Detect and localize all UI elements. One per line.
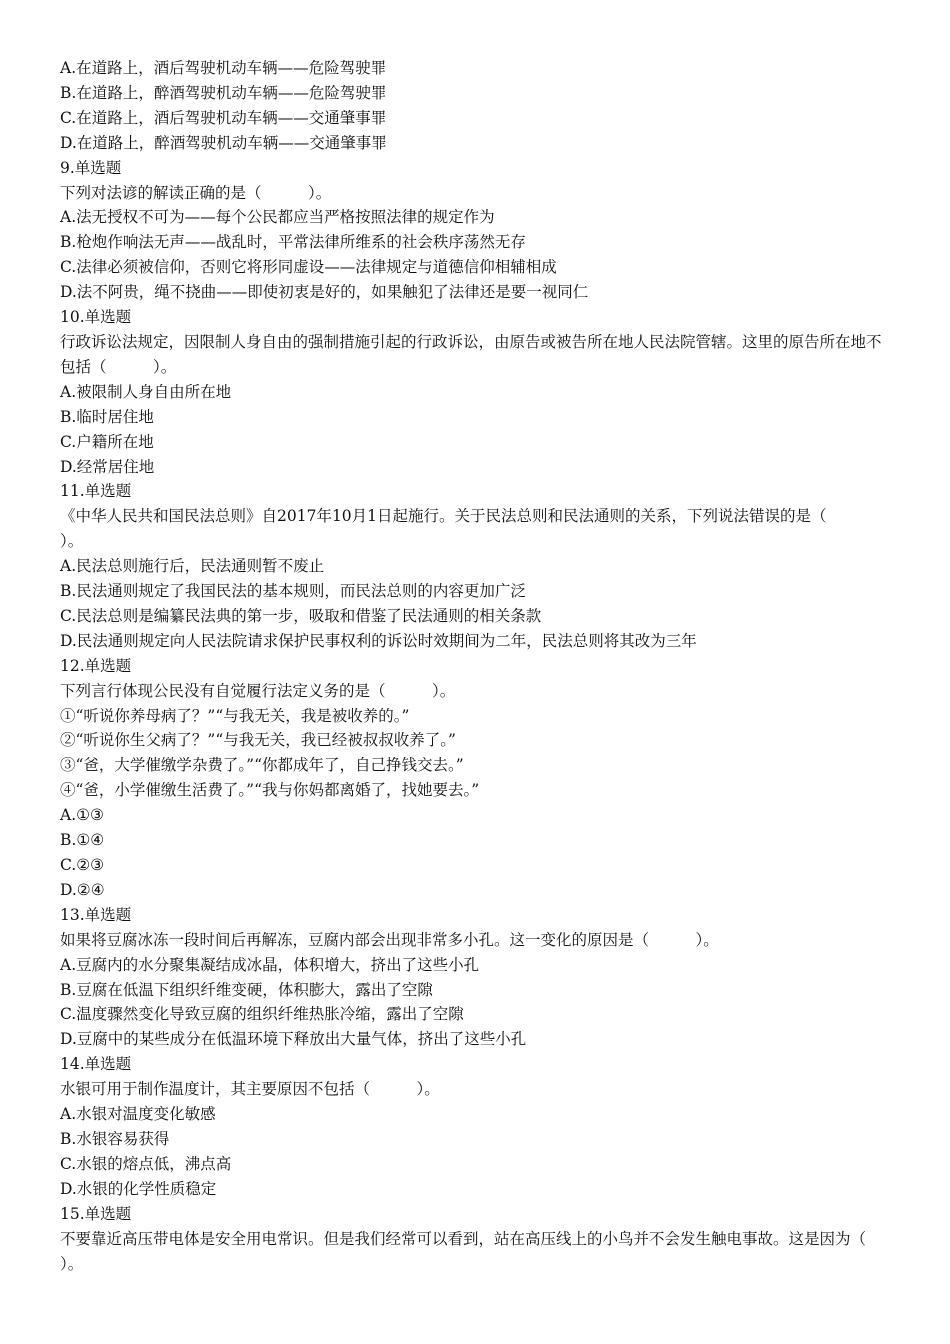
q9-option-a: A.法无授权不可为——每个公民都应当严格按照法律的规定作为 <box>60 208 495 227</box>
q12-statement-1: ①“听说你养母病了？”“与我无关，我是被收养的。” <box>60 706 410 725</box>
q8-option-b: B.在道路上，醉酒驾驶机动车辆——危险驾驶罪 <box>60 83 387 102</box>
q14-option-b: B.水银容易获得 <box>60 1129 170 1148</box>
question-14 <box>60 1052 890 1201</box>
question-10 <box>60 305 890 479</box>
q12-header: 12.单选题 <box>60 656 132 675</box>
q13-option-b: B.豆腐在低温下组织纤维变硬，体积膨大，露出了空隙 <box>60 980 433 999</box>
q10-option-a: A.被限制人身自由所在地 <box>60 382 232 401</box>
q12-statement-2: ②“听说你生父病了？”“与我无关，我已经被叔叔收养了。” <box>60 731 456 750</box>
q8-option-d: D.在道路上，醉酒驾驶机动车辆——交通肇事罪 <box>60 133 387 152</box>
question-8-options <box>60 56 890 156</box>
q11-option-d: D.民法通则规定向人民法院请求保护民事权利的诉讼时效期间为二年，民法总则将其改为三年 <box>60 631 697 650</box>
q15-header: 15.单选题 <box>60 1204 132 1223</box>
q8-option-a: A.在道路上，酒后驾驶机动车辆——危险驾驶罪 <box>60 59 387 77</box>
q13-stem: 如果将豆腐冰冻一段时间后再解冻，豆腐内部会出现非常多小孔。这一变化的原因是（ ）。 <box>60 930 719 949</box>
q12-statement-3: ③“爸，大学催缴学杂费了。”“你都成年了，自己挣钱交去。” <box>60 756 464 775</box>
q10-option-b: B.临时居住地 <box>60 407 154 426</box>
q13-option-c: C.温度骤然变化导致豆腐的组织纤维热胀冷缩，露出了空隙 <box>60 1005 464 1024</box>
q11-header: 11.单选题 <box>60 482 132 501</box>
q11-option-c: C.民法总则是编纂民法典的第一步，吸取和借鉴了民法通则的相关条款 <box>60 606 542 625</box>
question-9 <box>60 156 890 305</box>
q9-option-c: C.法律必须被信仰，否则它将形同虚设——法律规定与道德信仰相辅相成 <box>60 258 557 277</box>
q11-option-a: A.民法总则施行后，民法通则暂不废止 <box>60 557 325 576</box>
q9-option-d: D.法不阿贵，绳不挠曲——即使初衷是好的，如果触犯了法律还是要一视同仁 <box>60 283 589 302</box>
q13-header: 13.单选题 <box>60 905 132 924</box>
q10-stem: 行政诉讼法规定，因限制人身自由的强制措施引起的行政诉讼，由原告或被告所在地人民法院管辖。这里的原告所在地不包括（ ）。 <box>60 332 882 376</box>
q10-option-d: D.经常居住地 <box>60 457 155 476</box>
q14-header: 14.单选题 <box>60 1055 132 1074</box>
q14-option-a: A.水银对温度变化敏感 <box>60 1105 216 1124</box>
exam-page <box>60 56 913 1276</box>
q10-header: 10.单选题 <box>60 308 132 327</box>
q14-option-d: D.水银的化学性质稳定 <box>60 1179 217 1198</box>
q12-stem: 下列言行体现公民没有自觉履行法定义务的是（ ）。 <box>60 681 456 700</box>
q11-stem: 《中华人民共和国民法总则》自2017年10月1日起施行。关于民法总则和民法通则的关系，下列说法错误的是（ ）。 <box>60 507 874 551</box>
q9-header: 9.单选题 <box>60 158 122 177</box>
q8-option-c: C.在道路上，酒后驾驶机动车辆——交通肇事罪 <box>60 108 387 127</box>
q9-stem: 下列对法谚的解读正确的是（ ）。 <box>60 183 332 202</box>
q14-option-c: C.水银的熔点低，沸点高 <box>60 1154 232 1173</box>
q14-stem: 水银可用于制作温度计，其主要原因不包括（ ）。 <box>60 1080 440 1099</box>
q15-stem: 不要靠近高压带电体是安全用电常识。但是我们经常可以看到，站在高压线上的小鸟并不会发生触电事故。这是因为（ ）。 <box>60 1229 913 1273</box>
question-15 <box>60 1202 913 1277</box>
q12-statement-4: ④“爸，小学催缴生活费了。”“我与你妈都离婚了，找她要去。” <box>60 781 480 800</box>
q12-option-d: D.②④ <box>60 880 105 899</box>
q13-option-d: D.豆腐中的某些成分在低温环境下释放出大量气体，挤出了这些小孔 <box>60 1030 527 1049</box>
q9-option-b: B.枪炮作响法无声——战乱时，平常法律所维系的社会秩序荡然无存 <box>60 233 526 252</box>
q12-option-c: C.②③ <box>60 856 105 874</box>
q11-option-b: B.民法通则规定了我国民法的基本规则，而民法总则的内容更加广泛 <box>60 582 526 601</box>
question-13 <box>60 903 890 1052</box>
q10-option-c: C.户籍所在地 <box>60 432 154 451</box>
question-12 <box>60 654 890 903</box>
q12-option-a: A.①③ <box>60 806 104 825</box>
q12-option-b: B.①④ <box>60 831 105 850</box>
question-11 <box>60 479 890 653</box>
q13-option-a: A.豆腐内的水分聚集凝结成冰晶，体积增大，挤出了这些小孔 <box>60 955 480 974</box>
